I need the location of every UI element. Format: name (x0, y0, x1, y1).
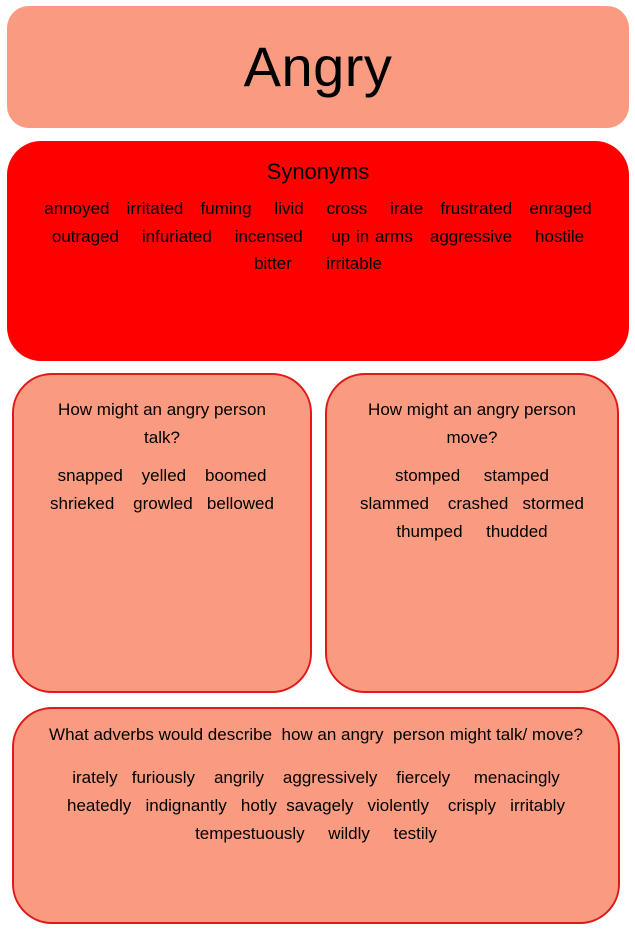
synonyms-line: outraged infuriated incensed up in arms aggressive hostile (51, 226, 585, 246)
move-question: How might an angry person move? (368, 400, 576, 447)
adverbs-question: What adverbs would describe how an angry person might talk/ move? (49, 725, 583, 744)
synonyms-list (7, 195, 629, 278)
move-line: slammed crashed stormed (360, 494, 584, 513)
talk-panel (12, 373, 312, 693)
synonyms-line: annoyed irritated fuming livid cross irate frustrated enraged (44, 199, 592, 218)
move-line: thumped thudded (396, 522, 548, 541)
title-banner (7, 6, 629, 128)
talk-line: snapped yelled boomed (57, 466, 267, 485)
page-title: Angry (243, 35, 393, 98)
synonyms-line: bitter irritable (254, 254, 382, 273)
adverbs-line: irately furiously angrily aggressively fiercely menacingly (72, 768, 560, 787)
synonyms-heading: Synonyms (266, 159, 370, 184)
move-line: stomped stamped (394, 466, 550, 485)
talk-question: How might an angry person talk? (58, 400, 266, 447)
move-words (327, 462, 617, 546)
move-panel (325, 373, 619, 693)
talk-line: shrieked growled bellowed (50, 494, 274, 513)
adverbs-line: tempestuously wildly testily (195, 824, 437, 843)
synonyms-panel (7, 141, 629, 361)
talk-words (14, 462, 310, 518)
adverbs-words (14, 764, 618, 848)
adverbs-panel (12, 707, 620, 924)
adverbs-line: heatedly indignantly hotly savagely violently crisply irritably (67, 796, 565, 815)
